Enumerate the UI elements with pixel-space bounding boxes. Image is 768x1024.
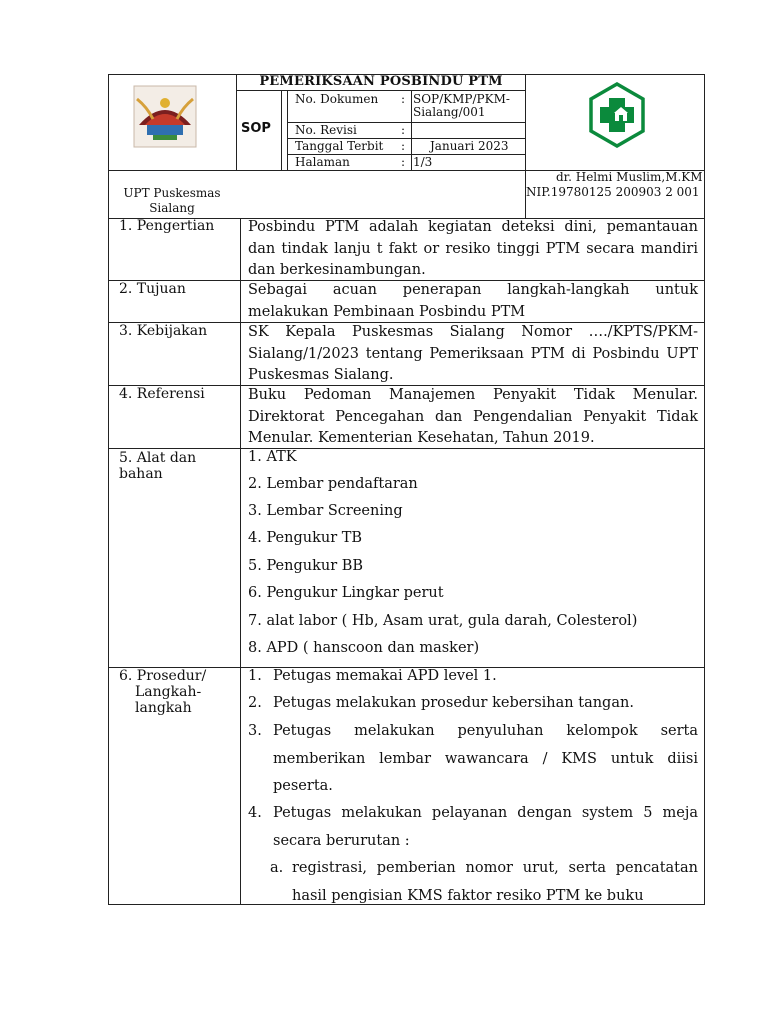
step-text: registrasi, pemberian nomor urut, serta pencatatan hasil pengisian KMS faktor resiko PTM ke buku [292,860,698,904]
issue-date-sep: : [401,139,406,153]
left-logo [133,85,197,148]
signer-name: dr. Helmi Muslim,M.KM [556,170,703,184]
doc-number-sep: : [401,92,406,106]
page-value: 1/3 [413,155,433,169]
section-label-referensi: 4. Referensi [119,386,205,402]
list-item: 1. ATK [248,449,297,465]
issue-date-label: Tanggal Terbit [295,139,384,153]
right-logo [588,82,646,148]
section-label-prosedur-line2: Langkah- [135,684,202,700]
page-sep: : [401,155,406,169]
section-label-tujuan: 2. Tujuan [119,281,186,297]
list-item: 7. alat labor ( Hb, Asam urat, gula darah, Colesterol) [248,613,638,629]
step-number: 4. [248,805,262,821]
step-text: Petugas melakukan pelayanan dengan system 5 meja secara berurutan : [273,805,698,849]
section-text-pengertian: Posbindu PTM adalah kegiatan deteksi dini, pemantauan dan tindak lanju t fakt or resiko tinggi PTM secara mandiri dan berkesinambungan. [248,219,698,278]
puskesmas-logo-icon [588,82,646,148]
step-text: Petugas melakukan prosedur kebersihan tangan. [273,695,634,711]
section-label-alat [119,450,196,482]
sop-label: SOP [241,121,271,136]
page-label: Halaman [295,155,350,169]
step-text: Petugas melakukan penyuluhan kelompok serta memberikan lembar wawancara / KMS untuk diisi peserta. [273,723,698,794]
section-label-pengertian: 1. Pengertian [119,218,215,234]
step-number: 2. [248,695,262,711]
list-item: 8. APD ( hanscoon dan masker) [248,640,480,656]
list-item: 3. Lembar Screening [248,503,403,519]
signer-nip: NIP.19780125 200903 2 001 [526,185,700,199]
section-text-referensi: Buku Pedoman Manajemen Penyakit Tidak Menular. Direktorat Pencegahan dan Pengendalian Penyakit Tidak Menular. Kementerian Kesehatan, Tahun 2019. [248,387,698,446]
document-title: PEMERIKSAAN POSBINDU PTM [259,74,503,89]
section-text-kebijakan: SK Kepala Puskesmas Sialang Nomor …./KPTS/PKM-Sialang/1/2023 tentang Pemeriksaan PTM di Posbindu UPT Puskesmas Sialang. [248,324,698,383]
step-number: 1. [248,668,262,684]
step-text: Petugas memakai APD level 1. [273,668,497,684]
section-label-prosedur-line3: langkah [135,700,192,716]
section-label-alat-line2: bahan [119,466,163,482]
institution-name: UPT Puskesmas Sialang [123,186,221,215]
list-item: 2. Lembar pendaftaran [248,476,418,492]
section-text-tujuan: Sebagai acuan penerapan langkah-langkah untuk melakukan Pembinaan Posbindu PTM [248,282,698,320]
section-label-prosedur [119,668,206,716]
list-item: 5. Pengukur BB [248,558,364,574]
step-number: 3. [248,723,262,739]
section-label-alat-line1: 5. Alat dan [119,450,197,466]
step-number: a. [270,860,284,876]
section-label-prosedur-line1: 6. Prosedur/ [119,668,207,684]
list-item: 4. Pengukur TB [248,530,363,546]
issue-date-value: Januari 2023 [430,139,509,153]
doc-number-value: SOP/KMP/PKM-Sialang/001 [413,92,510,119]
revision-label: No. Revisi [295,123,357,137]
doc-number-label: No. Dokumen [295,92,379,106]
regional-emblem-icon [133,85,197,148]
section-label-kebijakan: 3. Kebijakan [119,323,208,339]
revision-sep: : [401,123,406,137]
list-item: 6. Pengukur Lingkar perut [248,585,444,601]
